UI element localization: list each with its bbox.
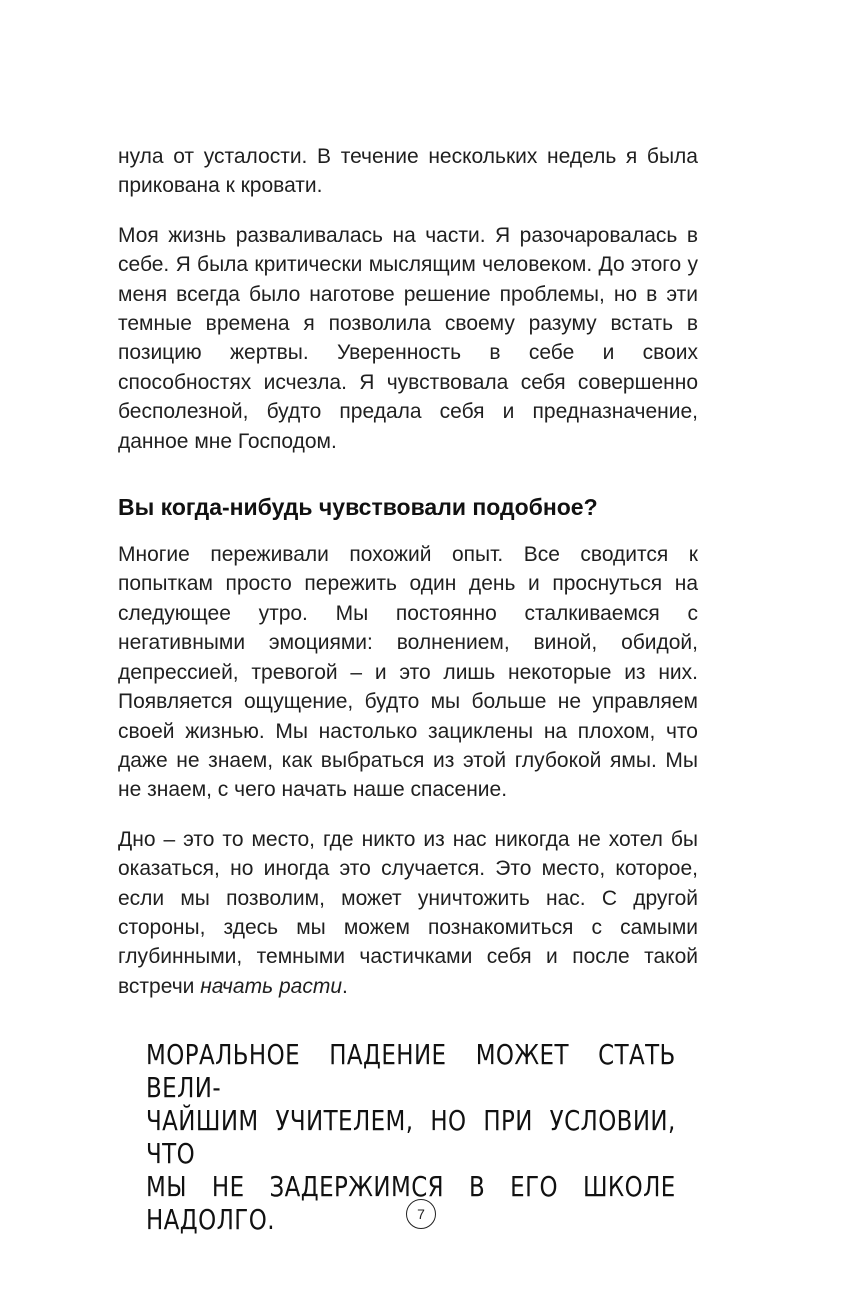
paragraph-4-text: Дно – это то место, где никто из нас никогда не хотел бы оказаться, но иногда это случается. Это место, которое, если мы позволим, может уничтожить нас. С другой стороны, здесь мы можем познакомиться с самыми глубинными, темными частичками себя и после такой встречи: [118, 827, 698, 998]
paragraph-4: [118, 825, 698, 1001]
pull-quote-line-1: МОРАЛЬНОЕ ПАДЕНИЕ МОЖЕТ СТАТЬ ВЕЛИ-: [146, 1038, 676, 1104]
paragraph-4-end: .: [342, 974, 348, 998]
paragraph-3: Многие переживали похожий опыт. Все сводится к попыткам просто пережить один день и проснуться на следующее утро. Мы постоянно сталкиваемся с негативными эмоциями: волнением, виной, обидой, депрессией, тревогой – и это лишь некоторые из них. Появляется ощущение, будто мы больше не управляем своей жизнью. Мы настолько зациклены на плохом, что даже не знаем, как выбраться из этой глубокой ямы. Мы не знаем, с чего начать наше спасение.: [118, 543, 698, 802]
page-number: 7: [406, 1199, 436, 1229]
page-body: [118, 142, 698, 1001]
paragraph-4-italic: начать расти: [200, 974, 342, 998]
paragraph-2: Моя жизнь разваливалась на части. Я разочаровалась в себе. Я была критически мыслящим человеком. До этого у меня всегда было наготове решение проблемы, но в эти темные времена я позволила своему разуму встать в позицию жертвы. Уверенность в себе и своих способностях исчезла. Я чувствовала себя совершенно бесполезной, будто предала себя и предназначение, данное мне Господом.: [118, 223, 698, 453]
pull-quote-line-3: МЫ НЕ ЗАДЕРЖИМСЯ В ЕГО ШКОЛЕ НАДОЛГО.: [146, 1170, 676, 1236]
pull-quote-line-2: ЧАЙШИМ УЧИТЕЛЕМ, НО ПРИ УСЛОВИИ, ЧТО: [146, 1104, 676, 1170]
paragraph-1: нула от усталости. В течение нескольких недель я была прикована к кровати.: [118, 145, 698, 198]
section-heading: Вы когда-нибудь чувствовали подобное?: [118, 494, 598, 521]
